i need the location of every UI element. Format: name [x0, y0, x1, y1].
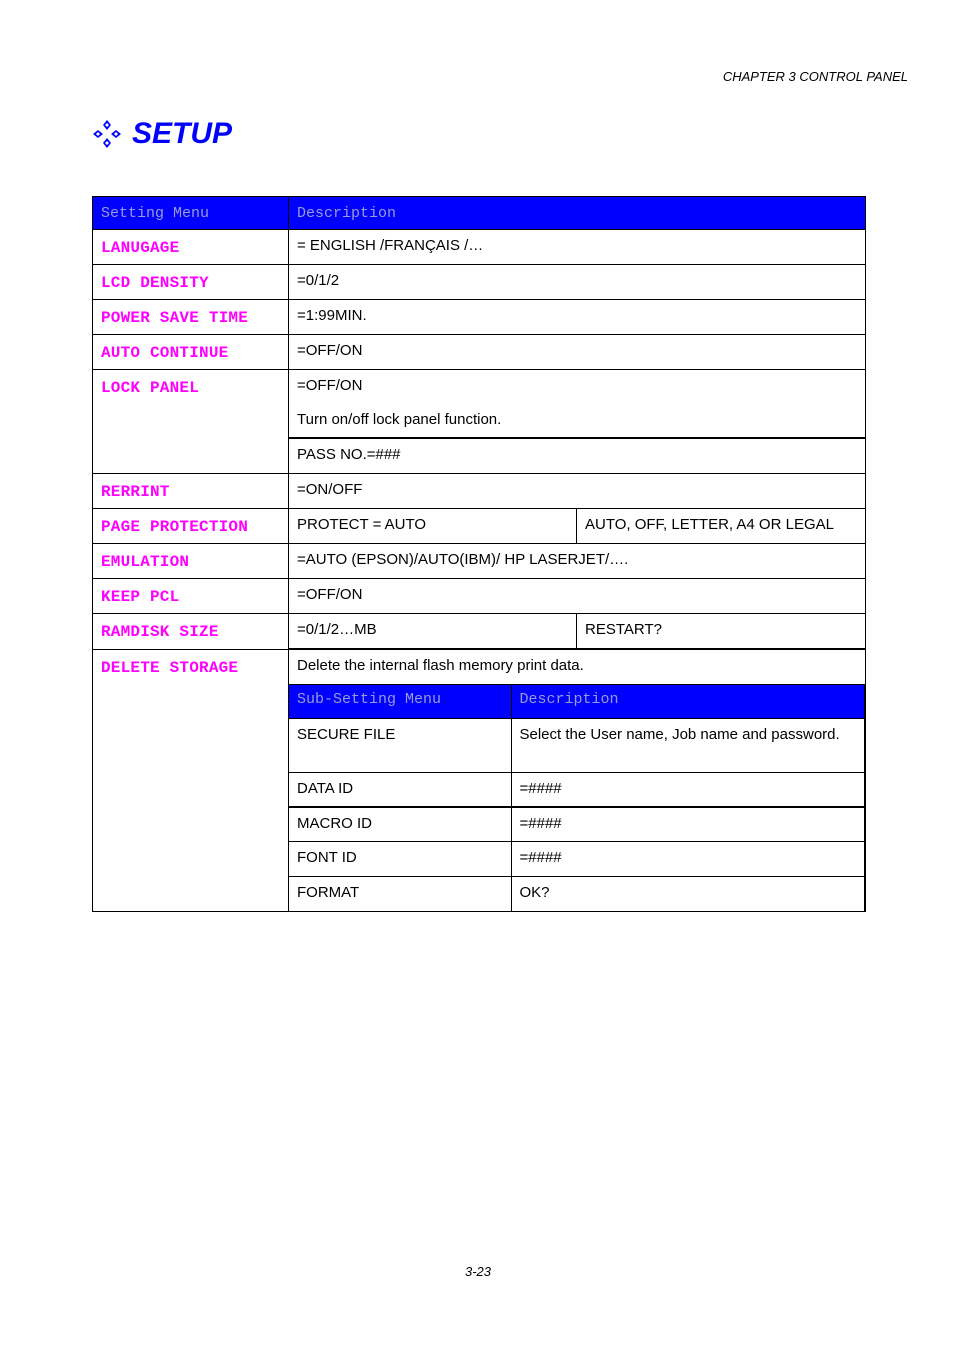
table-header-row [93, 197, 866, 230]
sub-setting-name: MACRO ID [297, 814, 372, 832]
sub-setting-desc: =#### [519, 780, 562, 797]
menu-label: POWER SAVE TIME [101, 309, 249, 327]
menu-value-options: RESTART? [585, 621, 662, 638]
table-row [289, 773, 865, 807]
table-row [93, 509, 866, 544]
menu-note: Turn on/off lock panel function. [297, 411, 502, 428]
header-setting-menu: Setting Menu [101, 205, 210, 222]
menu-value: =0/1/2 [297, 272, 340, 289]
menu-value: Delete the internal flash memory print data. [297, 657, 584, 674]
page-number: 3-23 [464, 1264, 492, 1279]
menu-label: RERRINT [101, 483, 170, 501]
table-row [289, 842, 865, 877]
menu-label: LCD DENSITY [101, 274, 209, 292]
sub-setting-desc: Select the User name, Job name and password. [519, 726, 840, 743]
table-row [289, 807, 865, 842]
table-row [289, 719, 865, 773]
menu-value: PROTECT = AUTO [297, 516, 427, 533]
table-row [93, 335, 866, 370]
menu-value-options: AUTO, OFF, LETTER, A4 OR LEGAL [585, 516, 834, 533]
sub-setting-name: FORMAT [297, 884, 360, 901]
menu-label: AUTO CONTINUE [101, 344, 229, 362]
table-row [93, 649, 866, 911]
setup-table [92, 196, 866, 912]
menu-value: =OFF/ON [297, 342, 363, 359]
sub-setting-name: FONT ID [297, 849, 357, 866]
sub-setting-name: DATA ID [297, 780, 354, 797]
menu-label: EMULATION [101, 553, 190, 571]
sub-setting-desc: OK? [519, 884, 550, 901]
menu-label: LOCK PANEL [101, 379, 200, 397]
menu-label: LANUGAGE [101, 239, 180, 257]
header-description: Description [297, 205, 397, 222]
table-row [93, 265, 866, 300]
table-row [93, 544, 866, 579]
menu-value: =1:99MIN. [297, 307, 367, 324]
menu-value: PASS NO.=### [297, 446, 401, 463]
sub-setting-table [289, 684, 865, 911]
diamond-bullet-icon [92, 119, 122, 149]
menu-label: PAGE PROTECTION [101, 518, 249, 536]
table-row [93, 300, 866, 335]
menu-value: =AUTO (EPSON)/AUTO(IBM)/ HP LASERJET/…. [297, 551, 629, 568]
menu-value: =OFF/ON [297, 586, 363, 603]
sub-setting-desc: =#### [519, 849, 562, 866]
chapter-header: CHAPTER 3 CONTROL PANEL [722, 69, 908, 84]
menu-label: KEEP PCL [101, 588, 180, 606]
menu-label: RAMDISK SIZE [101, 623, 219, 641]
menu-value: = ENGLISH /FRANÇAIS /… [297, 237, 484, 254]
header-sub-description: Description [519, 691, 619, 708]
header-sub-setting-menu: Sub-Setting Menu [297, 691, 442, 708]
menu-value: =0/1/2…MB [297, 621, 377, 638]
table-row [93, 230, 866, 265]
section-title [92, 112, 232, 156]
menu-value: =OFF/ON [297, 377, 363, 394]
menu-value: =ON/OFF [297, 481, 363, 498]
sub-setting-name: SECURE FILE [297, 726, 396, 743]
page-title: SETUP [132, 117, 233, 150]
table-row [93, 474, 866, 509]
table-row [289, 877, 865, 911]
table-row [93, 370, 866, 439]
table-row [93, 579, 866, 614]
sub-header-row [289, 685, 865, 719]
menu-label: DELETE STORAGE [101, 658, 239, 677]
table-row [93, 614, 866, 650]
sub-setting-desc: =#### [519, 814, 562, 832]
